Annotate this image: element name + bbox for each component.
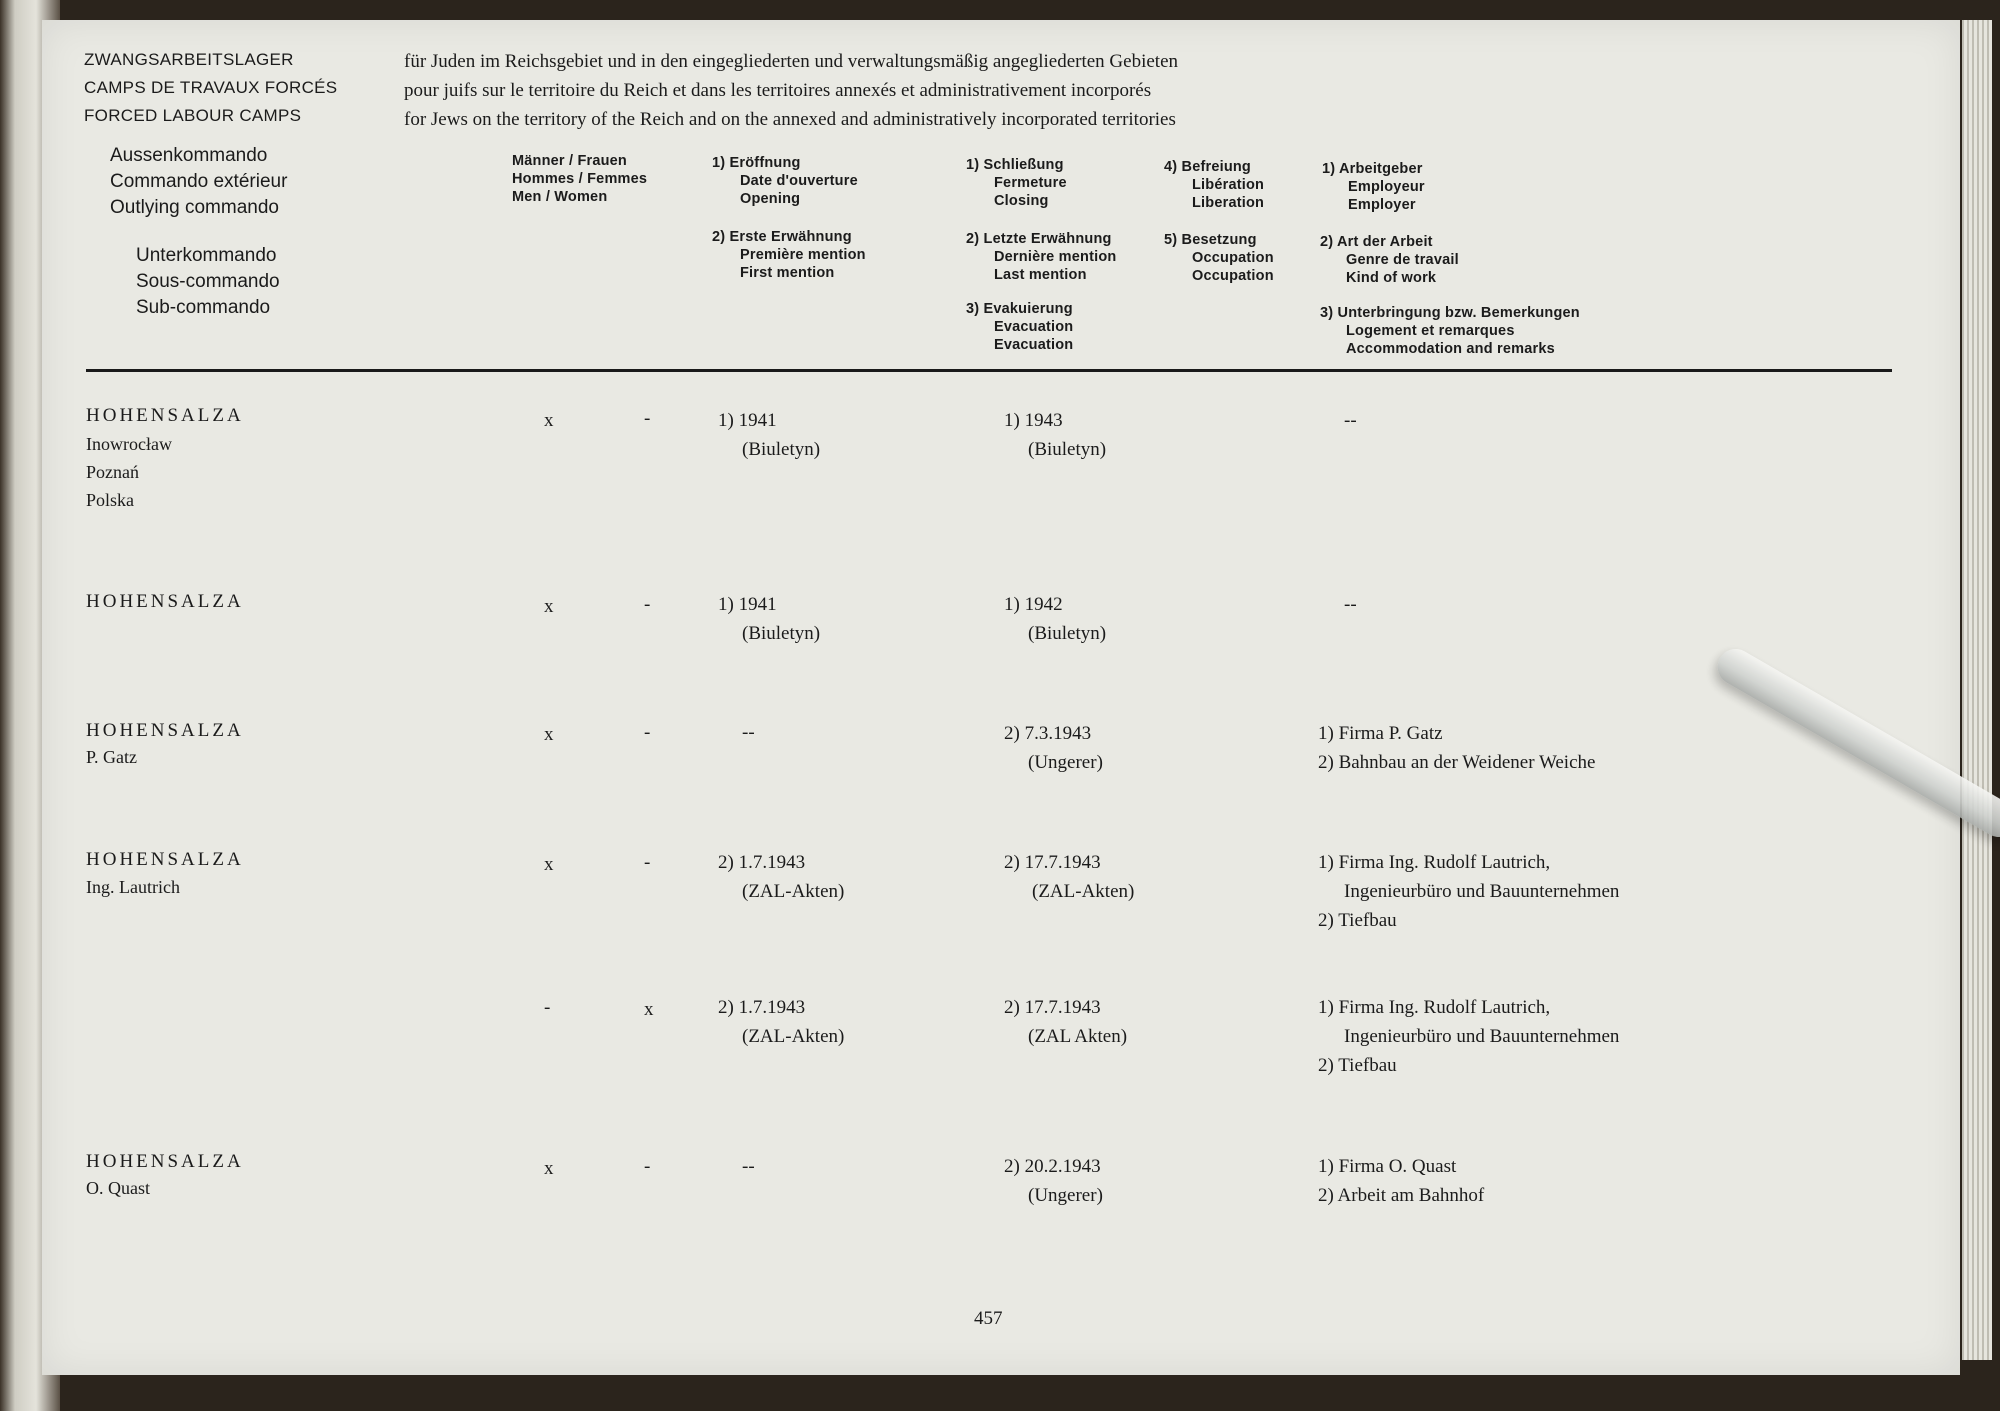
women-mark: - (644, 852, 651, 873)
col-header-opening: 1) Eröffnung Date d'ouverture Opening (712, 155, 858, 207)
col-header-men-women: Männer / Frauen Hommes / Femmes Men / Women (512, 153, 648, 205)
unterkommando-label-fr: Sous-commando (136, 271, 280, 292)
unterkommando-label-de: Unterkommando (136, 245, 277, 266)
remarks-line: -- (1344, 594, 1357, 615)
col-header-accommodation: 3) Unterbringung bzw. Bemerkungen Logement et remarques Accommodation and remarks (1320, 305, 1580, 357)
camp-location: Ing. Lautrich (86, 877, 180, 897)
closing-source: (Biuletyn) (1028, 439, 1107, 460)
aussenkommando-label-fr: Commando extérieur (110, 171, 288, 192)
men-mark: x (544, 1158, 554, 1179)
camp-location: Polska (86, 490, 135, 510)
remarks-line: 1) Firma Ing. Rudolf Lautrich, (1318, 997, 1551, 1018)
camp-location: P. Gatz (86, 747, 137, 767)
closing-source: (Ungerer) (1028, 1185, 1103, 1206)
opening-source: (ZAL-Akten) (742, 1026, 845, 1047)
closing-source: (ZAL Akten) (1028, 1026, 1128, 1047)
men-mark: x (544, 410, 554, 431)
remarks-line: -- (1344, 410, 1357, 431)
page-stack-edge (1962, 20, 1992, 1360)
header-subtitle-fr: pour juifs sur le territoire du Reich et dans les territoires annexés et administrativement incorporés (404, 80, 1152, 101)
closing-source: (Ungerer) (1028, 752, 1103, 773)
closing-date: 1) 1943 (1004, 410, 1063, 431)
men-mark: x (544, 854, 554, 875)
remarks-line: 2) Bahnbau an der Weidener Weiche (1318, 752, 1596, 773)
header-subtitle-en: for Jews on the territory of the Reich and on the annexed and administratively incorporated territories (404, 109, 1176, 130)
opening-date: -- (742, 722, 755, 743)
document-page (42, 20, 1960, 1375)
men-mark: x (544, 596, 554, 617)
opening-date: 2) 1.7.1943 (718, 997, 806, 1018)
col-header-last-mention: 2) Letzte Erwähnung Dernière mention Last mention (966, 231, 1117, 283)
unterkommando-label-en: Sub-commando (136, 297, 271, 318)
col-header-evacuation: 3) Evakuierung Evacuation Evacuation (966, 301, 1074, 353)
opening-date: 2) 1.7.1943 (718, 852, 806, 873)
closing-date: 2) 17.7.1943 (1004, 997, 1101, 1018)
closing-source: (ZAL-Akten) (1032, 881, 1135, 902)
women-mark: - (644, 1156, 651, 1177)
remarks-line: 2) Tiefbau (1318, 1055, 1397, 1076)
closing-date: 2) 17.7.1943 (1004, 852, 1101, 873)
opening-date: 1) 1941 (718, 410, 777, 431)
camp-name: HOHENSALZA (86, 849, 244, 870)
camp-location: Inowrocław (86, 434, 172, 454)
camp-name: HOHENSALZA (86, 720, 244, 741)
remarks-line: 1) Firma P. Gatz (1318, 723, 1443, 744)
women-mark: - (644, 722, 651, 743)
aussenkommando-label-en: Outlying commando (110, 197, 279, 218)
women-mark: - (644, 408, 651, 429)
closing-date: 2) 7.3.1943 (1004, 723, 1092, 744)
remarks-line: 2) Tiefbau (1318, 910, 1397, 931)
closing-source: (Biuletyn) (1028, 623, 1107, 644)
camp-name: HOHENSALZA (86, 405, 244, 426)
col-header-employer: 1) Arbeitgeber Employeur Employer (1322, 161, 1425, 213)
opening-date: -- (742, 1156, 755, 1177)
col-header-first-mention: 2) Erste Erwähnung Première mention First mention (712, 229, 866, 281)
women-mark: x (644, 999, 654, 1020)
header-title-en: FORCED LABOUR CAMPS (84, 106, 302, 125)
col-header-closing: 1) Schließung Fermeture Closing (966, 157, 1067, 209)
page-number: 457 (974, 1308, 1003, 1329)
header-title-fr: CAMPS DE TRAVAUX FORCÉS (84, 78, 338, 97)
remarks-line: 1) Firma O. Quast (1318, 1156, 1457, 1177)
remarks-line: Ingenieurbüro und Bauunternehmen (1344, 881, 1620, 902)
opening-date: 1) 1941 (718, 594, 777, 615)
remarks-line: 1) Firma Ing. Rudolf Lautrich, (1318, 852, 1551, 873)
col-header-occupation: 5) Besetzung Occupation Occupation (1164, 232, 1274, 284)
header-subtitle-de: für Juden im Reichsgebiet und in den eingegliederten und verwaltungsmäßig angegliederten Gebieten (404, 51, 1179, 72)
col-header-liberation: 4) Befreiung Libération Liberation (1164, 159, 1265, 211)
men-mark: - (544, 997, 551, 1018)
women-mark: - (644, 594, 651, 615)
closing-date: 2) 20.2.1943 (1004, 1156, 1101, 1177)
aussenkommando-label-de: Aussenkommando (110, 145, 268, 166)
camp-location: Poznań (86, 462, 139, 482)
closing-date: 1) 1942 (1004, 594, 1063, 615)
opening-source: (Biuletyn) (742, 439, 821, 460)
header-divider-rule (86, 369, 1892, 372)
camp-name: HOHENSALZA (86, 1151, 244, 1172)
header-title-de: ZWANGSARBEITSLAGER (84, 50, 294, 69)
opening-source: (Biuletyn) (742, 623, 821, 644)
remarks-line: Ingenieurbüro und Bauunternehmen (1344, 1026, 1620, 1047)
col-header-work: 2) Art der Arbeit Genre de travail Kind of work (1320, 234, 1459, 286)
camp-location: O. Quast (86, 1178, 150, 1198)
camp-name: HOHENSALZA (86, 591, 244, 612)
men-mark: x (544, 724, 554, 745)
opening-source: (ZAL-Akten) (742, 881, 845, 902)
remarks-line: 2) Arbeit am Bahnhof (1318, 1185, 1485, 1206)
